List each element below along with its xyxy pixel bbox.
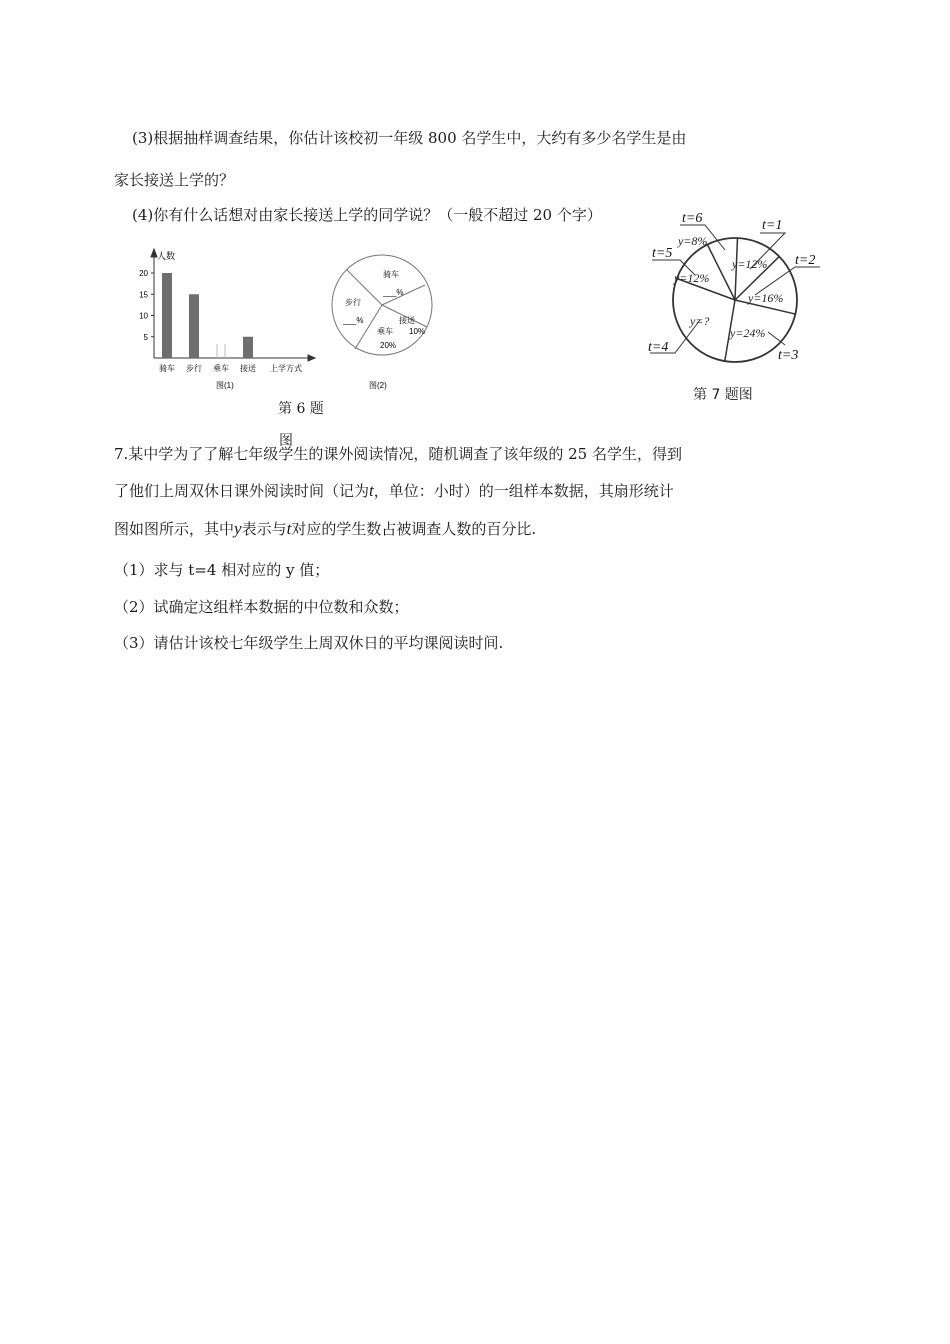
bar <box>243 337 253 358</box>
x-tick-label: 乘车 <box>213 364 229 373</box>
pie7-y-label: y=? <box>690 314 710 328</box>
pie7-t-label: t=4 <box>648 340 669 355</box>
q6-part4: (4)你有什么话想对由家长接送上学的同学说？（一般不超过 20 个字） <box>132 206 602 224</box>
q7-line2-b: ，单位：小时）的一组样本数据，其扇形统计 <box>373 482 674 500</box>
x-axis-arrow <box>308 355 315 361</box>
pie2-slice-label: 步行 <box>345 298 361 307</box>
pie7-y-label: y=8% <box>678 234 708 248</box>
pie7-y-label: y=24% <box>730 326 766 340</box>
pie-chart-fig7 <box>640 205 840 370</box>
pie2-slice-label: 骑车 <box>383 270 399 279</box>
q6-part3-line1: (3)根据抽样调查结果，你估计该校初一年级 800 名学生中，大约有多少名学生是由 <box>132 129 687 147</box>
pie7-t-label: t=1 <box>762 218 783 233</box>
pie7-y-label: y=16% <box>748 291 784 305</box>
pie7-t-label: t=5 <box>652 246 673 261</box>
pie7-t-label: t=3 <box>778 348 799 363</box>
pie7-y-label: y=12% <box>732 257 768 271</box>
q7-sub2: （2）试确定这组样本数据的中位数和众数； <box>114 598 409 616</box>
q7-sub3: （3）请估计该校七年级学生上周双休日的平均课阅读时间. <box>114 634 504 652</box>
fig6-caption: 第 6 题 <box>278 401 324 417</box>
y-axis-label: 人数 <box>157 251 176 261</box>
bar <box>162 273 172 358</box>
pie7-t-label: t=6 <box>682 211 703 226</box>
pie2-slice-value: ___% <box>343 316 364 325</box>
bar <box>189 294 199 358</box>
var-y: y <box>234 519 242 538</box>
bar-chart-fig1 <box>130 245 320 395</box>
q7-sub1: （1）求与 t=4 相对应的 y 值； <box>114 561 330 579</box>
q7-line1: 7.某中学为了了解七年级学生的课外阅读情况，随机调查了该年级的 25 名学生，得到 <box>114 445 682 463</box>
pie2-slice-label: 乘车 <box>377 327 393 336</box>
y-tick-label: 5 <box>143 332 148 342</box>
q7-line3-a: 图如图所示，其中 <box>114 520 235 538</box>
x-tick-label: 接送 <box>240 364 256 373</box>
pie-chart-fig2 <box>325 250 440 395</box>
y-tick-label: 10 <box>139 311 148 321</box>
bar-chart-caption: 图(1) <box>216 381 234 390</box>
fig6-caption-wrap: 图 <box>279 433 293 449</box>
pie2-slice-value: 20% <box>380 341 397 350</box>
var-t: t <box>369 481 374 500</box>
q7-line2-a: 了他们上周双休日课外阅读时间（记为 <box>114 482 370 500</box>
pie-chart-caption: 图(2) <box>369 381 387 390</box>
q6-part3-line2: 家长接送上学的？ <box>114 171 235 189</box>
q7-line3 <box>114 519 536 539</box>
var-t: t <box>286 519 292 538</box>
pie2-slice-label: 接送 <box>399 316 415 325</box>
pie2-slice-value: ___% <box>383 288 404 297</box>
pie7-y-label: y=12% <box>674 271 710 285</box>
q7-line2 <box>114 481 674 501</box>
fig7-caption: 第 7 题图 <box>693 387 753 403</box>
y-tick-label: 15 <box>139 290 148 300</box>
pie7-t-label: t=2 <box>795 253 816 268</box>
q7-line3-b: 表示与 <box>241 520 287 538</box>
x-tick-label: 步行 <box>186 364 202 373</box>
x-tick-label: 骑车 <box>159 364 175 373</box>
q7-line3-c: 对应的学生数占被调查人数的百分比. <box>291 520 537 538</box>
y-tick-label: 20 <box>139 269 148 278</box>
pie2-slice-value: 10% <box>409 327 426 336</box>
x-axis-label: 上学方式 <box>270 364 302 373</box>
